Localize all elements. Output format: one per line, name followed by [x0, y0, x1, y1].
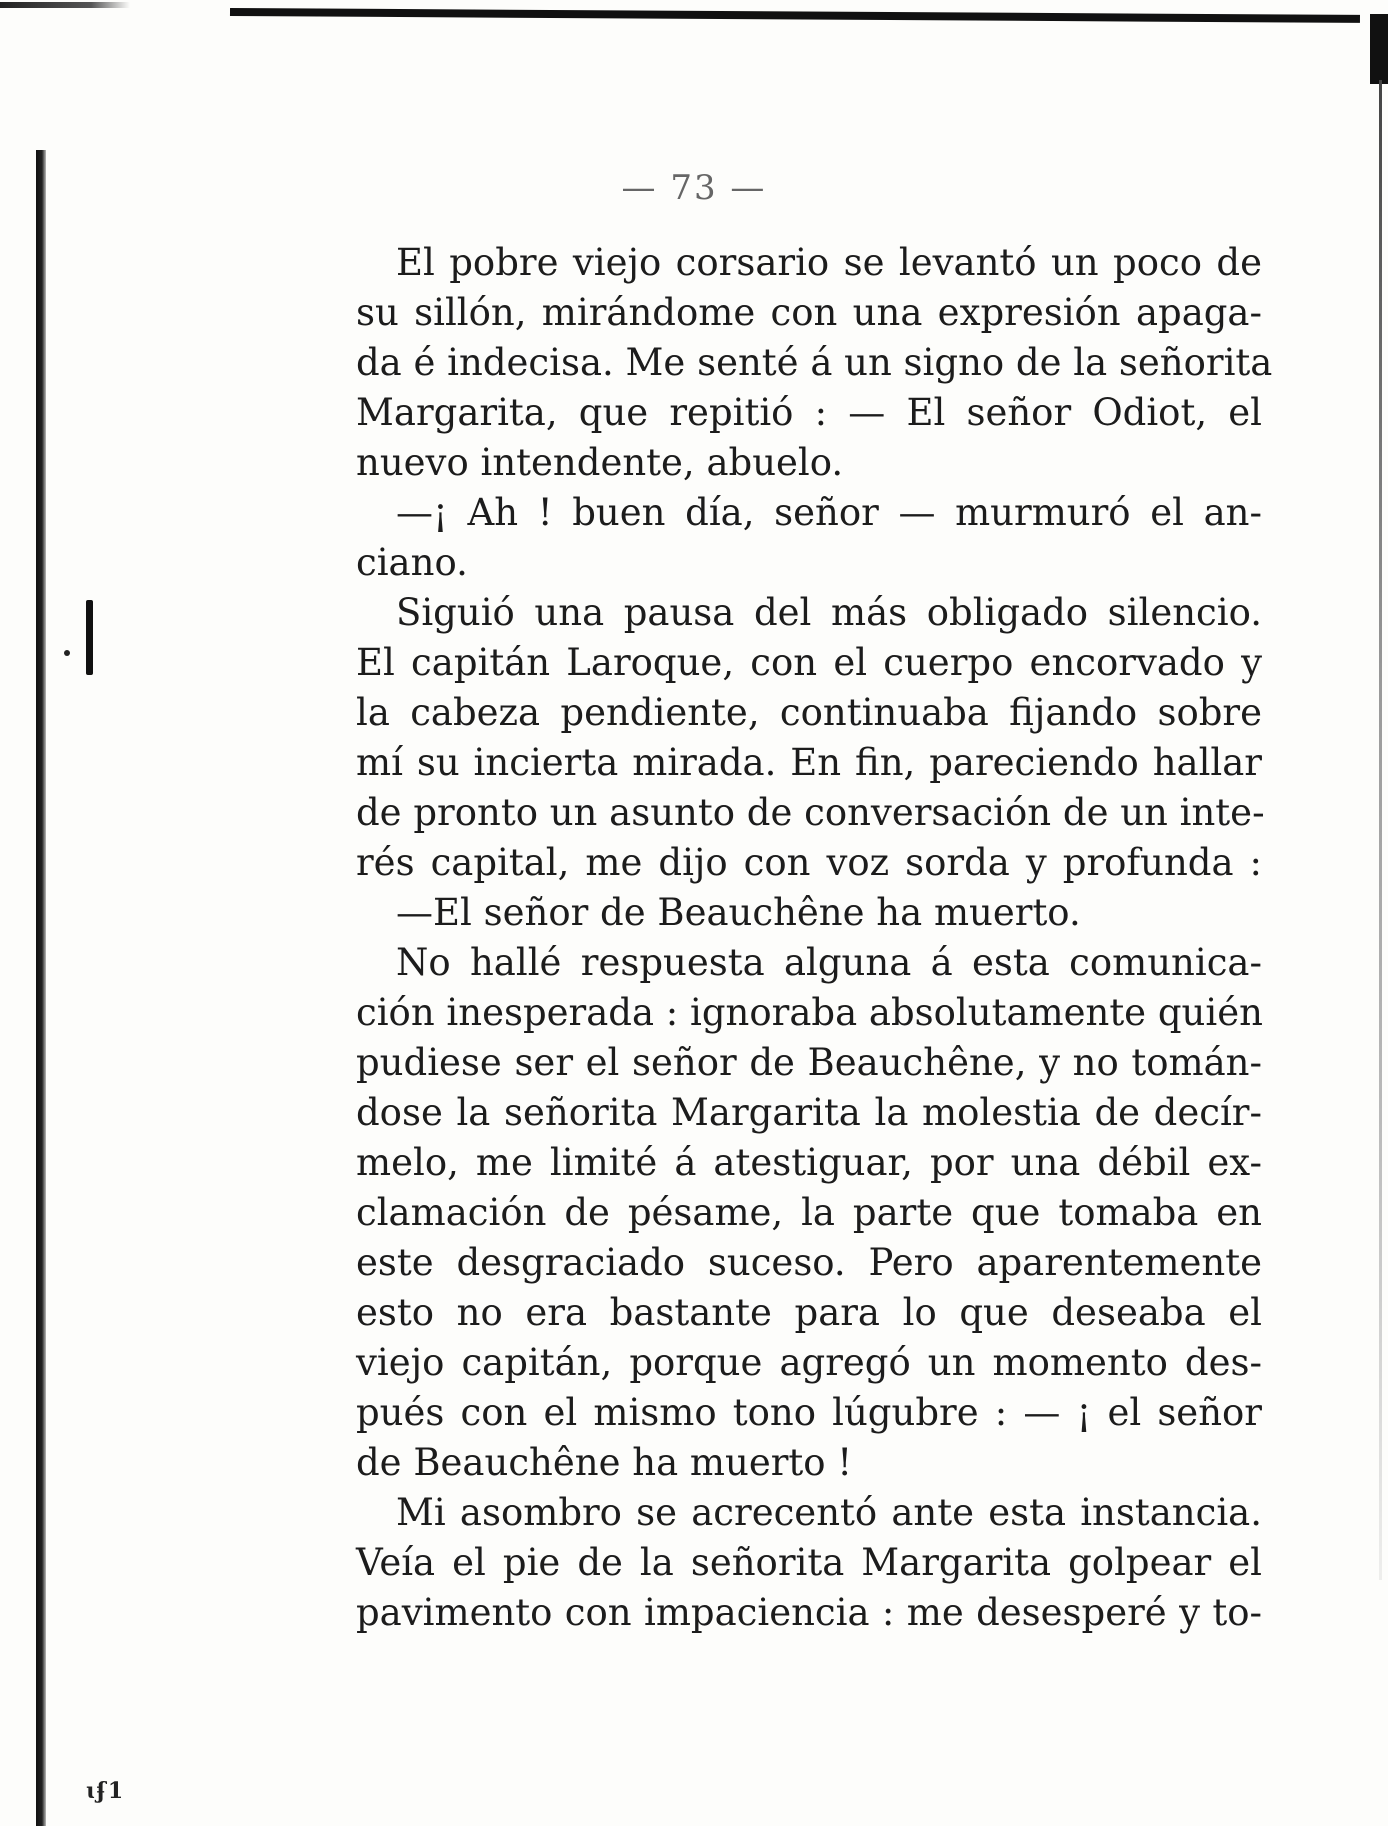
- page-number: — 73 —: [621, 168, 767, 208]
- scan-edge-top: [230, 8, 1360, 23]
- text-line: este desgraciado suceso. Pero aparentemente: [356, 1241, 1262, 1284]
- text-line: de Beauchêne ha muerto !: [356, 1441, 853, 1484]
- text-line: dose la señorita Margarita la molestia de decír-: [356, 1091, 1262, 1134]
- text-line: su sillón, mirándome con una expresión apaga-: [356, 291, 1262, 334]
- text-line: —¡ Ah ! buen día, señor — murmuró el an-: [396, 491, 1262, 534]
- body-text: [356, 238, 1273, 1638]
- text-line: mí su incierta mirada. En fin, pareciendo hallar: [356, 741, 1262, 784]
- text-line: ción inesperada : ignoraba absolutamente quién: [356, 991, 1263, 1034]
- text-line: El pobre viejo corsario se levantó un poco de: [396, 241, 1262, 284]
- scan-speck: [64, 650, 70, 656]
- text-line: nuevo intendente, abuelo.: [356, 441, 844, 484]
- text-line: —El señor de Beauchêne ha muerto.: [396, 891, 1081, 934]
- text-line: Veía el pie de la señorita Margarita golpear el: [356, 1541, 1262, 1584]
- text-line: de pronto un asunto de conversación de un inte-: [356, 791, 1265, 834]
- bottom-corner-mark: ɩʄ1: [86, 1778, 126, 1804]
- text-line: pués con el mismo tono lúgubre : — ¡ el señor: [356, 1391, 1262, 1434]
- text-line: la cabeza pendiente, continuaba fijando sobre: [356, 691, 1262, 734]
- text-line: Mi asombro se acrecentó ante esta instancia.: [396, 1491, 1262, 1534]
- text-line: El capitán Laroque, con el cuerpo encorvado y: [356, 641, 1262, 684]
- text-line: ciano.: [356, 541, 468, 584]
- text-line: da é indecisa. Me senté á un signo de la señorita: [356, 341, 1273, 384]
- text-line: clamación de pésame, la parte que tomaba en: [356, 1191, 1262, 1234]
- text-line: pudiese ser el señor de Beauchêne, y no tomán-: [356, 1041, 1262, 1084]
- text-line: Margarita, que repitió : — El señor Odiot, el: [356, 391, 1262, 434]
- text-line: pavimento con impaciencia : me desesperé y to-: [356, 1591, 1262, 1634]
- scan-edge-left: [36, 150, 46, 1826]
- text-line: Siguió una pausa del más obligado silencio.: [396, 591, 1262, 634]
- scan-edge-right: [1379, 80, 1382, 1580]
- text-line: esto no era bastante para lo que deseaba el: [356, 1291, 1262, 1334]
- text-line: No hallé respuesta alguna á esta comunica-: [396, 941, 1262, 984]
- scan-edge-top-left: [0, 2, 130, 8]
- text-line: melo, me limité á atestiguar, por una débil ex-: [356, 1141, 1262, 1184]
- scan-edge-top-right: [1370, 14, 1388, 84]
- scan-mark-left: [86, 600, 93, 675]
- text-line: viejo capitán, porque agregó un momento des-: [356, 1341, 1262, 1384]
- text-line: rés capital, me dijo con voz sorda y profunda :: [356, 841, 1262, 884]
